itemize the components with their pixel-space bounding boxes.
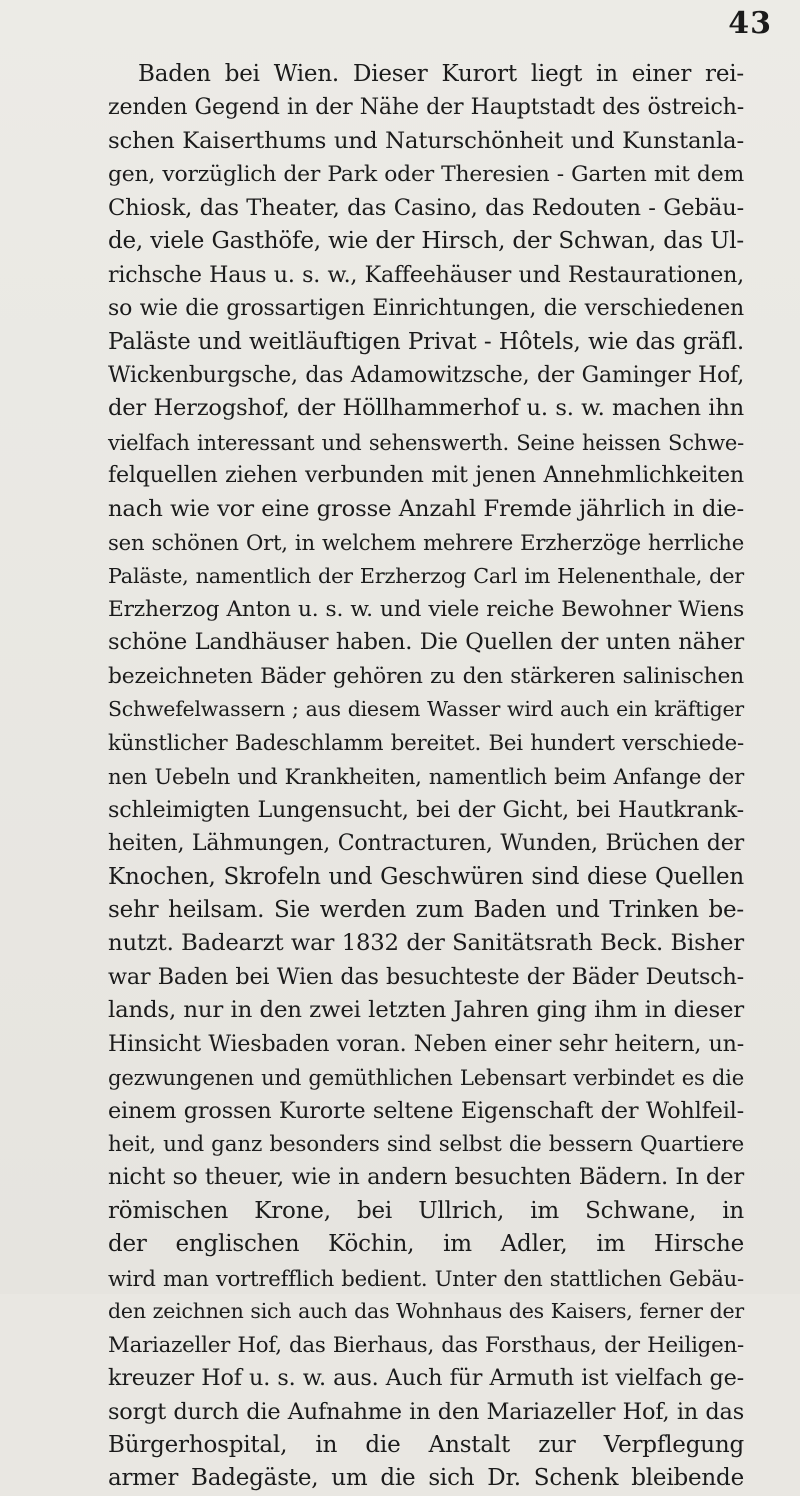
text-line: römischen Krone, bei Ullrich, im Schwane, in <box>108 1197 744 1224</box>
text-line: heiten, Lähmungen, Contracturen, Wunden, Brüchen der <box>108 830 744 857</box>
text-line: Paläste und weitläuftigen Privat - Hôtels, wie das gräfl. <box>108 328 744 355</box>
body-text <box>108 58 744 1496</box>
text-line: felquellen ziehen verbunden mit jenen Annehmlichkeiten <box>108 462 744 489</box>
text-line: nach wie vor eine grosse Anzahl Fremde jährlich in die- <box>108 495 744 522</box>
text-line: Hinsicht Wiesbaden voran. Neben einer sehr heitern, un- <box>108 1030 744 1057</box>
text-line: Baden bei Wien. Dieser Kurort liegt in einer rei- <box>138 61 744 87</box>
text-line: kreuzer Hof u. s. w. aus. Auch für Armuth ist vielfach ge- <box>108 1365 744 1392</box>
text-line: der englischen Köchin, im Adler, im Hirsche <box>108 1231 744 1258</box>
text-line: so wie die grossartigen Einrichtungen, die verschiedenen <box>108 296 744 322</box>
text-line: lands, nur in den zwei letzten Jahren ging ihm in dieser <box>108 997 744 1024</box>
text-line: Schwefelwassern ; aus diesem Wasser wird auch ein kräftiger <box>108 697 744 722</box>
text-line: Paläste, namentlich der Erzherzog Carl im Helenenthale, der <box>108 563 744 588</box>
text-line: Erzherzog Anton u. s. w. und viele reiche Bewohner Wiens <box>108 597 744 622</box>
text-line: gezwungenen und gemüthlichen Lebensart verbindet es die <box>108 1065 744 1091</box>
text-line: Mariazeller Hof, das Bierhaus, das Forsthaus, der Heiligen- <box>108 1332 744 1358</box>
text-line: Knochen, Skrofeln und Geschwüren sind diese Quellen <box>108 863 744 890</box>
text-line: schleimigten Lungensucht, bei der Gicht, bei Hautkrank- <box>108 796 744 823</box>
text-line: nutzt. Badearzt war 1832 der Sanitätsrath Beck. Bisher <box>108 930 744 957</box>
text-line: Bürgerhospital, in die Anstalt zur Verpflegung <box>108 1431 744 1458</box>
text-line: heit, und ganz besonders sind selbst die bessern Quartiere <box>108 1132 744 1157</box>
text-line: den zeichnen sich auch das Wohnhaus des Kaisers, ferner der <box>108 1299 744 1324</box>
text-line: de, viele Gasthöfe, wie der Hirsch, der Schwan, das Ul- <box>108 228 744 255</box>
text-line: zenden Gegend in der Nähe der Hauptstadt des östreich- <box>108 94 744 121</box>
text-line: sehr heilsam. Sie werden zum Baden und Trinken be- <box>108 896 744 923</box>
text-line: vielfach interessant und sehenswerth. Seine heissen Schwe- <box>108 429 744 455</box>
text-line: sorgt durch die Aufnahme in den Mariazeller Hof, in das <box>108 1398 744 1425</box>
text-line: schen Kaiserthums und Naturschönheit und Kunstanla- <box>108 127 744 154</box>
text-line: armer Badegäste, um die sich Dr. Schenk bleibende <box>108 1465 744 1492</box>
text-line: richsche Haus u. s. w., Kaffeehäuser und Restaurationen, <box>108 261 744 288</box>
text-line: Chiosk, das Theater, das Casino, das Redouten - Gebäu- <box>108 194 744 221</box>
text-line: künstlicher Badeschlamm bereitet. Bei hundert verschiede- <box>108 730 744 756</box>
text-line: nicht so theuer, wie in andern besuchten Bädern. In der <box>108 1164 744 1191</box>
text-line: nen Uebeln und Krankheiten, namentlich beim Anfange der <box>108 764 744 790</box>
text-line: sen schönen Ort, in welchem mehrere Erzherzöge herrliche <box>108 530 744 556</box>
page-number: 43 <box>728 6 772 41</box>
text-line: gen, vorzüglich der Park oder Theresien - Garten mit dem <box>108 162 744 188</box>
text-line: schöne Landhäuser haben. Die Quellen der unten näher <box>108 629 744 656</box>
text-line: Wickenburgsche, das Adamowitzsche, der Gaminger Hof, <box>108 362 744 388</box>
text-line: der Herzogshof, der Höllhammerhof u. s. w. machen ihn <box>108 395 744 422</box>
text-line: wird man vortrefflich bedient. Unter den stattlichen Gebäu- <box>108 1265 744 1291</box>
text-line: einem grossen Kurorte seltene Eigenschaft der Wohlfeil- <box>108 1097 744 1124</box>
text-line: war Baden bei Wien das besuchteste der Bäder Deutsch- <box>108 963 744 990</box>
text-line: bezeichneten Bäder gehören zu den stärkeren salinischen <box>108 663 744 689</box>
